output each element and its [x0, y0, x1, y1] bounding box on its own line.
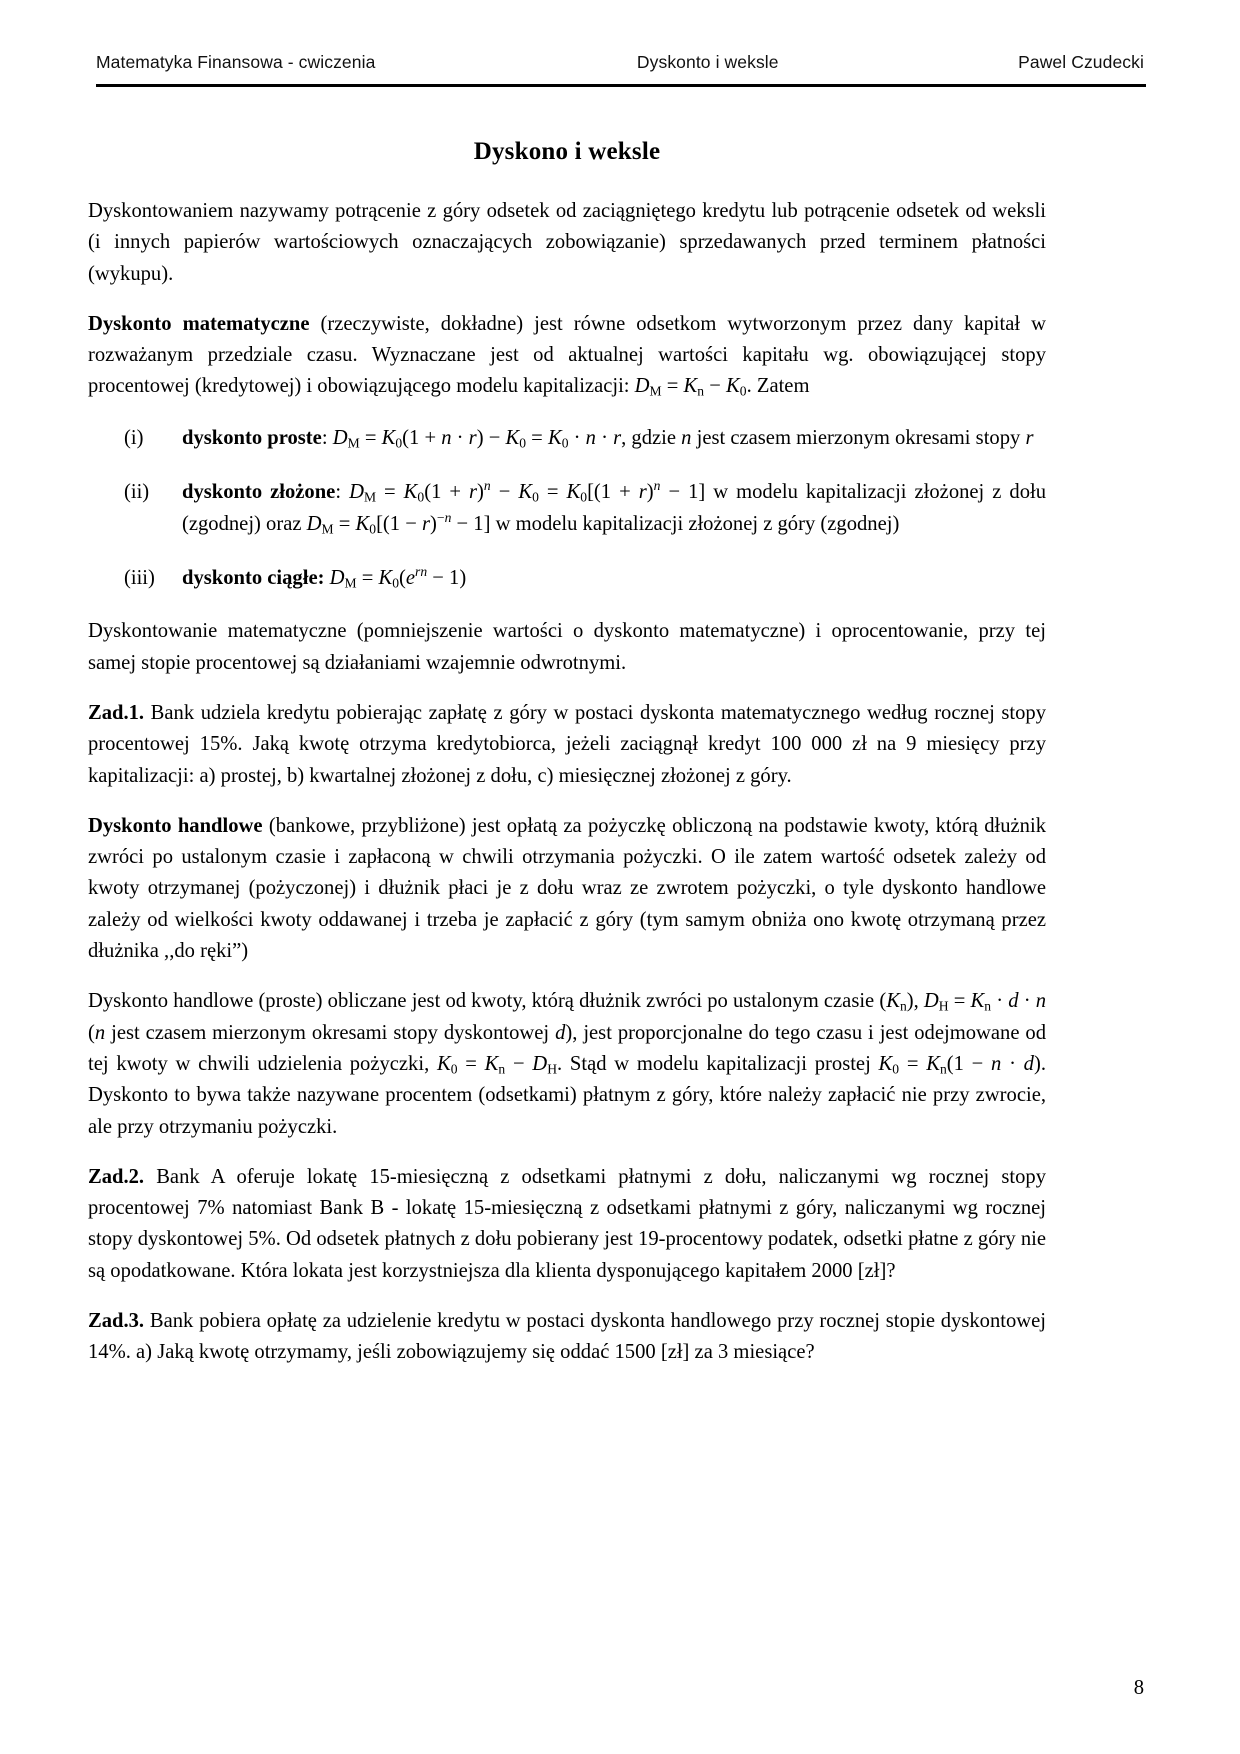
formula-k0-kn-dh: $K_0 = K_n - D_H$	[436, 1052, 557, 1077]
header-section-title: Dyskonto i weksle	[636, 52, 779, 72]
discount-type-list	[88, 423, 1046, 595]
formula-continuous-discount: $D_M = K_0(e^{rn} - 1)$	[329, 563, 467, 591]
paragraph-intro	[88, 196, 1046, 290]
list-item-i-tail-1: , gdzie	[621, 426, 682, 449]
list-marker-iii: (iii)	[124, 566, 155, 589]
list-item-continuous-discount	[88, 563, 1046, 595]
paragraph-intro-text: Dyskontowaniem nazywamy potrącenie z góry odsetek od zaciągniętego kredytu lub potrącenie odsetek od weksli (i innych papierów wartościowych oznaczających zobowiązanie) sprzedawanych przed terminem płatności (wykupu).	[88, 200, 1046, 285]
paragraph-trade-discount-text: (bankowe, przybliżone) jest opłatą za pożyczkę obliczoną na podstawie kwoty, którą dłużnik zwróci po ustalonym czasie i zapłaconą w chwili otrzymania pożyczki. O ile zatem wartość odsetek zależy od kwoty otrzymanej (pożyczonej) i dłużnik płaci je z dołu wraz ze zwrotem pożyczki, o tyle dyskonto handlowe zależy od wielkości kwoty oddawanej i trzeba je zapłacić z góry (tym samym obniża ono kwotę otrzymaną przez dłużnika ,,do ręki”)	[88, 814, 1046, 963]
term-mathematical-discount: Dyskonto matematyczne	[88, 312, 310, 335]
term-dyskonto-ciagle: dyskonto ciągłe:	[182, 566, 325, 589]
trade-simple-text-7: . Dyskonto to bywa także nazywane procentem (odsetkami) płatnym z góry, które należy zapłacić nie przy zwrocie, ale przy otrzymaniu pożyczki.	[88, 1052, 1046, 1138]
paragraph-mathematical-discount-text-a: (rzeczywiste, dokładne) jest równe odsetkom wytworzonym przez dany kapitał w rozważanym przedziale czasu. Wyznaczane jest od aktualnej wartości kapitału wg. obowiązującej stopy procentowej (kredytowej) i obowiązującego modelu kapitalizacji:	[88, 312, 1047, 398]
trade-simple-text-2: ),	[906, 990, 924, 1013]
list-item-ii-tail-2: w modelu kapitalizacji złożonej z góry (zgodnej)	[490, 512, 900, 535]
formula-dm-kn-k0: $D_M = K_n - K_0$	[634, 375, 747, 400]
list-item-ii-colon: :	[335, 480, 342, 503]
exercise-2-label: Zad.2.	[88, 1165, 145, 1188]
list-item-simple-discount	[88, 423, 1046, 455]
trade-simple-text-3: (	[88, 1021, 95, 1044]
list-item-ii-body	[182, 477, 1046, 541]
exercise-2-text: Bank A oferuje lokatę 15-miesięczną z odsetkami płatnymi z dołu, naliczanymi wg rocznej stopy procentowej 7% natomiast Bank B - lokatę 15-miesięczną z odsetkami płatnymi z góry, naliczanymi wg rocznej stopy dyskontowej 5%. Od odsetek płatnych z dołu pobierany jest 19-procentowy podatek, odsetki płatne z góry nie są opodatkowane. Która lokata jest korzystniejsza dla klienta dysponującego kapitałem 2000 [zł]?	[88, 1165, 1046, 1282]
exercise-3-text: Bank pobiera opłatę za udzielenie kredytu w postaci dyskonta handlowego przy rocznej stopie dyskontowej 14%. a) Jaką kwotę otrzymamy, jeśli zobowiązujemy się oddać 1500 [zł] za 3 miesiące?	[88, 1310, 1046, 1364]
list-item-i-tail-2: jest czasem mierzonym okresami stopy	[691, 426, 1026, 449]
formula-compound-discount: $D_M = K_0(1 + r)^n - K_0 = K_0[(1 + r)^n - 1]$	[349, 477, 706, 505]
exercise-1	[88, 698, 1046, 792]
paragraph-trade-discount	[88, 811, 1046, 967]
paragraph-mathematical-discount-text-b: . Zatem	[746, 375, 810, 398]
list-marker-ii: (ii)	[124, 480, 150, 503]
term-dyskonto-zlozone: dyskonto złożone	[182, 480, 336, 503]
trade-simple-text-5: ), jest proporcjonalne do tego czasu i jest odejmowane od tej kwoty w chwili udzielenia pożyczki,	[88, 1021, 1047, 1075]
page-number: 8	[1133, 1677, 1144, 1699]
trade-simple-text-4: jest czasem mierzonym okresami stopy dyskontowej	[105, 1021, 556, 1044]
term-trade-discount: Dyskonto handlowe	[88, 814, 263, 837]
formula-compound-discount-advance: $D_M = K_0[(1 - r)^{-n} - 1]$	[306, 509, 491, 537]
term-dyskonto-proste: dyskonto proste	[182, 426, 322, 449]
list-item-iii-body	[182, 563, 1046, 595]
trade-simple-text-1: Dyskonto handlowe (proste) obliczane jest od kwoty, którą dłużnik zwróci po ustalonym czasie (	[88, 990, 887, 1013]
exercise-1-label: Zad.1.	[88, 702, 145, 724]
page-title: Dyskono i weksle	[473, 138, 661, 165]
variable-n-trade: n	[94, 1021, 106, 1044]
running-header	[96, 52, 1144, 73]
paragraph-trade-discount-simple	[88, 986, 1046, 1142]
exercise-1-text: Bank udziela kredytu pobierając zapłatę z góry w postaci dyskonta matematycznego według rocznej stopy procentowej 15%. Jaką kwotę otrzyma kredytobiorca, jeżeli zaciągnął kredyt 100 000 zł na 9 miesięcy przy kapitalizacji: a) prostej, b) kwartalnej złożonej z dołu, c) miesięcznej złożonej z góry.	[88, 702, 1046, 787]
list-item-i-colon: :	[321, 426, 328, 449]
formula-k0-simple-capitalization: $K_0 = K_n(1 - n \cdot d)$	[878, 1052, 1041, 1077]
exercise-2	[88, 1162, 1046, 1287]
list-item-compound-discount	[88, 477, 1046, 541]
trade-simple-text-6: . Stąd w modelu kapitalizacji prostej	[557, 1052, 879, 1075]
list-item-ii-tail-1: w modelu kapitalizacji złożonej z dołu (zgodnej) oraz	[182, 480, 1047, 535]
paragraph-inverse-operations-text: Dyskontowanie matematyczne (pomniejszenie wartości o dyskonto matematyczne) i oprocentowanie, przy tej samej stopie procentowej są działaniami wzajemnie odwrotnymi.	[88, 620, 1046, 674]
list-item-i-body	[182, 423, 1046, 455]
exercise-3	[88, 1306, 1046, 1369]
document-body	[88, 138, 1046, 1388]
header-course-title: Matematyka Finansowa - cwiczenia	[96, 52, 376, 72]
paragraph-mathematical-discount	[88, 309, 1046, 403]
list-marker-i: (i)	[124, 426, 144, 449]
formula-kn: $K_n$	[886, 990, 907, 1014]
variable-n-i: n	[681, 426, 692, 449]
paragraph-inverse-operations	[88, 616, 1046, 679]
variable-d-trade: d	[555, 1021, 566, 1044]
variable-r-i: r	[1025, 426, 1034, 449]
formula-dh: $D_H = K_n \cdot d \cdot n$	[923, 990, 1047, 1014]
formula-simple-discount: $D_M = K_0(1 + n \cdot r) - K_0 = K_0 \cdot n \cdot r$	[332, 426, 622, 451]
header-divider-rule	[96, 84, 1146, 87]
exercise-3-label: Zad.3.	[88, 1310, 145, 1333]
header-author-name: Pawel Czudecki	[1018, 52, 1144, 72]
